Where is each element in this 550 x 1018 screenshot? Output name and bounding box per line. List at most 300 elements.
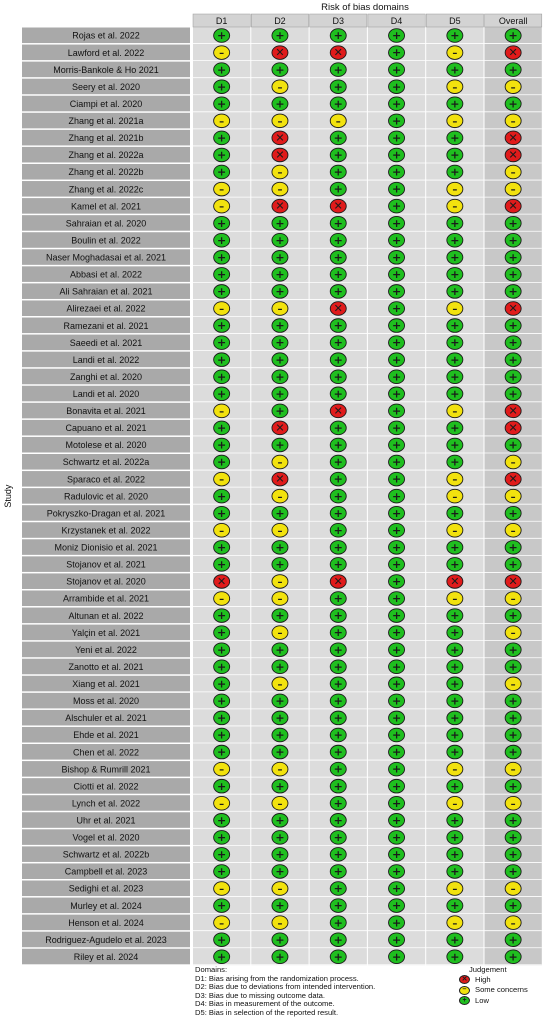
rating-symbol: + xyxy=(391,165,402,179)
study-label: Zhang et al. 2022b xyxy=(68,167,144,178)
rating-symbol: + xyxy=(391,557,402,571)
study-label: Alschuler et al. 2021 xyxy=(65,713,147,724)
rating-symbol: + xyxy=(508,267,518,281)
rating-symbol: + xyxy=(450,506,460,520)
rating-symbol: + xyxy=(508,319,518,333)
some-concerns-dash-icon: – xyxy=(459,986,470,995)
rating-symbol: + xyxy=(391,233,402,247)
rating-symbol: + xyxy=(391,250,402,264)
rating-symbol: + xyxy=(275,865,285,879)
rating-symbol: + xyxy=(333,540,343,554)
rating-symbol: – xyxy=(277,457,283,469)
rating-symbol: – xyxy=(452,764,458,776)
study-label: Yalçin et al. 2021 xyxy=(71,627,141,638)
rating-symbol: – xyxy=(510,82,516,94)
rating-symbol: + xyxy=(508,899,518,913)
chart-title: Risk of bias domains xyxy=(321,2,409,13)
rating-symbol: + xyxy=(508,353,518,367)
rating-symbol: + xyxy=(450,267,460,281)
study-label: Capuano et al. 2021 xyxy=(65,423,147,434)
rating-symbol: + xyxy=(391,523,402,537)
study-label: Pokryszko-Dragan et al. 2021 xyxy=(46,508,166,519)
rating-symbol: + xyxy=(391,63,402,77)
rating-symbol: – xyxy=(452,304,458,316)
domain-d4-desc: D4: Bias in measurement of the outcome. xyxy=(195,999,335,1009)
study-label: Seery et al. 2020 xyxy=(71,81,141,92)
rating-symbol: + xyxy=(217,711,227,725)
study-label: Zhang et al. 2021a xyxy=(68,116,144,127)
rating-symbol: + xyxy=(275,643,285,657)
rating-symbol: + xyxy=(275,370,285,384)
rating-symbol: + xyxy=(333,370,343,384)
rating-symbol: + xyxy=(450,63,460,77)
rating-symbol: + xyxy=(217,950,227,964)
rating-symbol: – xyxy=(277,798,283,810)
rating-symbol: + xyxy=(391,319,402,333)
rating-symbol: – xyxy=(452,525,458,537)
rating-symbol: + xyxy=(450,250,460,264)
column-header-d5: D5 xyxy=(449,16,461,26)
rating-symbol: + xyxy=(275,694,285,708)
rating-symbol: – xyxy=(510,457,516,469)
rating-symbol: + xyxy=(508,933,518,947)
rating-symbol: – xyxy=(277,304,283,316)
rating-symbol: + xyxy=(333,285,343,299)
rating-symbol: + xyxy=(275,29,285,43)
rating-symbol: – xyxy=(219,474,225,486)
rating-symbol: + xyxy=(333,711,343,725)
rating-symbol: – xyxy=(510,764,516,776)
rating-symbol: + xyxy=(391,540,402,554)
rating-symbol: + xyxy=(333,745,343,759)
rating-symbol: + xyxy=(217,677,227,691)
rating-symbol: – xyxy=(452,884,458,896)
rating-symbol: – xyxy=(219,798,225,810)
study-label: Zhang et al. 2022a xyxy=(68,150,144,161)
rating-symbol: + xyxy=(450,950,460,964)
rating-symbol: + xyxy=(333,813,343,827)
rating-symbol: – xyxy=(277,764,283,776)
rating-symbol: + xyxy=(508,233,518,247)
rating-symbol: + xyxy=(333,216,343,230)
rating-symbol: + xyxy=(391,626,402,640)
rating-symbol: + xyxy=(333,250,343,264)
rating-symbol: – xyxy=(510,184,516,196)
rating-symbol: + xyxy=(450,421,460,435)
rating-symbol: + xyxy=(333,472,343,486)
rating-symbol: + xyxy=(275,540,285,554)
rating-symbol: + xyxy=(333,131,343,145)
study-label: Zanotto et al. 2021 xyxy=(68,661,144,672)
study-label: Campbell et al. 2023 xyxy=(64,866,148,877)
rating-symbol: – xyxy=(219,304,225,316)
domains-title: Domains: xyxy=(195,965,228,974)
rating-symbol: – xyxy=(277,491,283,503)
rating-symbol: ✕ xyxy=(275,131,285,145)
rating-symbol: + xyxy=(391,865,402,879)
rating-symbol: + xyxy=(217,643,227,657)
rating-symbol: + xyxy=(333,916,343,930)
rating-symbol: + xyxy=(275,63,285,77)
rating-symbol: – xyxy=(452,48,458,60)
rating-symbol: – xyxy=(277,884,283,896)
study-label: Lawford et al. 2022 xyxy=(67,47,145,58)
rating-symbol: + xyxy=(217,233,227,247)
study-label: Sparaco et al. 2022 xyxy=(66,474,146,485)
rating-symbol: + xyxy=(275,899,285,913)
rating-symbol: + xyxy=(217,97,227,111)
rating-symbol: + xyxy=(275,336,285,350)
study-label: Schwartz et al. 2022a xyxy=(62,457,150,468)
rating-symbol: + xyxy=(333,830,343,844)
rating-symbol: – xyxy=(277,679,283,691)
rating-symbol: – xyxy=(452,184,458,196)
rating-symbol: + xyxy=(391,182,402,196)
rating-symbol: + xyxy=(508,540,518,554)
rating-symbol: + xyxy=(217,148,227,162)
rating-symbol: – xyxy=(510,628,516,640)
rating-symbol: – xyxy=(452,406,458,418)
rating-symbol: + xyxy=(217,63,227,77)
rating-symbol: + xyxy=(333,643,343,657)
rating-symbol: ✕ xyxy=(275,199,285,213)
rating-symbol: + xyxy=(391,97,402,111)
rating-symbol: – xyxy=(452,798,458,810)
rating-symbol: + xyxy=(217,694,227,708)
rating-symbol: + xyxy=(450,830,460,844)
high-x-icon: ✕ xyxy=(459,975,470,984)
rating-symbol: – xyxy=(452,918,458,930)
rating-symbol: ✕ xyxy=(333,575,343,589)
rating-symbol: + xyxy=(391,336,402,350)
rating-symbol: + xyxy=(391,216,402,230)
rating-symbol: + xyxy=(450,216,460,230)
rating-symbol: + xyxy=(391,916,402,930)
rating-symbol: + xyxy=(391,199,402,213)
rating-symbol: + xyxy=(450,438,460,452)
rating-symbol: – xyxy=(452,116,458,128)
rating-symbol: + xyxy=(450,677,460,691)
rating-symbol: + xyxy=(333,865,343,879)
rating-symbol: + xyxy=(333,660,343,674)
rating-symbol: + xyxy=(217,438,227,452)
rating-symbol: + xyxy=(333,899,343,913)
rating-symbol: + xyxy=(333,97,343,111)
rating-symbol: ✕ xyxy=(508,472,518,486)
rating-symbol: + xyxy=(333,609,343,623)
rating-symbol: – xyxy=(219,184,225,196)
rating-symbol: + xyxy=(275,557,285,571)
rating-symbol: + xyxy=(333,438,343,452)
rating-symbol: + xyxy=(217,387,227,401)
rating-symbol: + xyxy=(391,46,402,60)
study-label: Naser Moghadasai et al. 2021 xyxy=(45,252,167,263)
rating-symbol: + xyxy=(217,848,227,862)
rating-symbol: + xyxy=(391,848,402,862)
rating-symbol: + xyxy=(333,950,343,964)
rating-symbol: + xyxy=(333,677,343,691)
rating-symbol: ✕ xyxy=(450,575,460,589)
rating-symbol: + xyxy=(450,319,460,333)
study-label: Chen et al. 2022 xyxy=(72,747,140,758)
rating-symbol: – xyxy=(510,679,516,691)
rating-symbol: + xyxy=(450,148,460,162)
rating-symbol: + xyxy=(333,80,343,94)
rating-symbol: + xyxy=(217,336,227,350)
rating-symbol: + xyxy=(391,267,402,281)
rating-symbol: + xyxy=(333,319,343,333)
study-label: Arrambide et al. 2021 xyxy=(62,593,150,604)
rating-symbol: + xyxy=(275,848,285,862)
study-label: Ciampi et al. 2020 xyxy=(69,98,143,109)
rating-symbol: + xyxy=(508,97,518,111)
rating-symbol: + xyxy=(333,626,343,640)
rating-symbol: + xyxy=(275,285,285,299)
study-label: Saeedi et al. 2021 xyxy=(69,337,143,348)
rating-symbol: ✕ xyxy=(275,46,285,60)
rating-symbol: + xyxy=(333,63,343,77)
rating-symbol: + xyxy=(508,711,518,725)
rating-symbol: + xyxy=(450,779,460,793)
rating-symbol: + xyxy=(508,848,518,862)
rating-symbol: + xyxy=(391,353,402,367)
rating-symbol: + xyxy=(333,29,343,43)
rating-symbol: + xyxy=(217,540,227,554)
rating-symbol: + xyxy=(508,813,518,827)
column-header-overall: Overall xyxy=(498,16,528,26)
rating-symbol: – xyxy=(219,594,225,606)
study-label: Ali Sahraian et al. 2021 xyxy=(59,286,153,297)
rating-symbol: + xyxy=(508,336,518,350)
rating-symbol: – xyxy=(219,48,225,60)
study-label: Abbasi et al. 2022 xyxy=(69,269,143,280)
rating-symbol: + xyxy=(450,694,460,708)
rating-symbol: + xyxy=(450,728,460,742)
rating-symbol: + xyxy=(333,421,343,435)
study-label: Rodriguez-Agudelo et al. 2023 xyxy=(45,934,167,945)
rating-symbol: + xyxy=(391,592,402,606)
rating-symbol: + xyxy=(333,848,343,862)
rating-symbol: + xyxy=(508,865,518,879)
rating-symbol: + xyxy=(450,540,460,554)
rating-symbol: ✕ xyxy=(508,148,518,162)
rating-symbol: + xyxy=(391,899,402,913)
rating-symbol: ✕ xyxy=(333,199,343,213)
rating-symbol: + xyxy=(450,165,460,179)
study-label: Henson et al. 2024 xyxy=(68,917,144,928)
rating-symbol: – xyxy=(510,884,516,896)
rating-symbol: + xyxy=(333,523,343,537)
rating-symbol: + xyxy=(450,370,460,384)
rating-symbol: + xyxy=(508,643,518,657)
rating-symbol: + xyxy=(508,745,518,759)
rating-symbol: + xyxy=(391,80,402,94)
rating-symbol: – xyxy=(452,82,458,94)
domain-d5-desc: D5: Bias in selection of the reported result. xyxy=(195,1007,339,1017)
rating-symbol: + xyxy=(391,643,402,657)
rating-symbol: – xyxy=(277,918,283,930)
rating-symbol: + xyxy=(275,830,285,844)
rating-symbol: + xyxy=(333,233,343,247)
rating-symbol: ✕ xyxy=(275,472,285,486)
rating-symbol: + xyxy=(391,114,402,128)
rating-symbol: + xyxy=(333,779,343,793)
rating-symbol: + xyxy=(391,131,402,145)
rating-symbol: + xyxy=(217,353,227,367)
rating-symbol: – xyxy=(510,116,516,128)
rating-symbol: + xyxy=(450,131,460,145)
rating-symbol: + xyxy=(508,609,518,623)
study-label: Stojanov et al. 2020 xyxy=(66,576,146,587)
rating-symbol: + xyxy=(217,779,227,793)
rating-symbol: + xyxy=(217,131,227,145)
judgement-some xyxy=(459,985,539,996)
rating-symbol: + xyxy=(508,830,518,844)
legend xyxy=(195,965,535,1017)
study-label: Zhang et al. 2022c xyxy=(68,184,144,195)
rating-symbol: – xyxy=(510,594,516,606)
rating-symbol: + xyxy=(508,660,518,674)
rating-symbol: + xyxy=(333,557,343,571)
rating-symbol: + xyxy=(391,489,402,503)
rating-symbol: – xyxy=(277,594,283,606)
rating-symbol: – xyxy=(277,525,283,537)
rating-symbol: + xyxy=(450,557,460,571)
study-label: Zanghi et al. 2020 xyxy=(69,371,143,382)
rating-symbol: + xyxy=(450,660,460,674)
rating-symbol: + xyxy=(508,63,518,77)
study-label: Murley et al. 2024 xyxy=(70,900,142,911)
rating-symbol: – xyxy=(452,594,458,606)
rating-symbol: + xyxy=(391,148,402,162)
rating-symbol: + xyxy=(450,609,460,623)
rating-symbol: + xyxy=(450,455,460,469)
column-header-d3: D3 xyxy=(332,16,345,26)
rating-symbol: + xyxy=(275,933,285,947)
rating-symbol: + xyxy=(275,97,285,111)
rating-symbol: + xyxy=(275,813,285,827)
rating-symbol: + xyxy=(333,489,343,503)
rating-symbol: – xyxy=(452,474,458,486)
study-label: Ciotti et al. 2022 xyxy=(73,781,139,792)
rating-symbol: + xyxy=(391,728,402,742)
judgement-low xyxy=(459,996,539,1007)
rating-symbol: + xyxy=(217,370,227,384)
rating-symbol: + xyxy=(275,267,285,281)
rating-symbol: + xyxy=(217,728,227,742)
study-label: Rojas et al. 2022 xyxy=(72,30,140,41)
study-label: Uhr et al. 2021 xyxy=(76,815,136,826)
rating-symbol: + xyxy=(391,933,402,947)
rating-symbol: + xyxy=(508,250,518,264)
rating-symbol: ✕ xyxy=(508,131,518,145)
rating-symbol: + xyxy=(333,267,343,281)
rating-symbol: + xyxy=(333,165,343,179)
rating-symbol: + xyxy=(450,387,460,401)
domain-d3-desc: D3: Bias due to missing outcome data. xyxy=(195,990,326,1000)
rating-symbol: – xyxy=(452,201,458,213)
study-label: Radulovic et al. 2020 xyxy=(63,491,149,502)
rating-symbol: ✕ xyxy=(333,404,343,418)
rating-symbol: + xyxy=(508,779,518,793)
study-label: Landi et al. 2020 xyxy=(72,388,140,399)
rating-symbol: + xyxy=(275,233,285,247)
rating-symbol: + xyxy=(333,336,343,350)
rating-symbol: + xyxy=(217,899,227,913)
rating-symbol: ✕ xyxy=(333,46,343,60)
rating-symbol: + xyxy=(275,404,285,418)
judgement-title: Judgement xyxy=(469,965,507,974)
rating-symbol: – xyxy=(277,184,283,196)
study-label: Stojanov et al. 2021 xyxy=(66,559,146,570)
rating-symbol: + xyxy=(391,29,402,43)
rating-symbol: + xyxy=(391,813,402,827)
rating-symbol: + xyxy=(217,285,227,299)
rating-symbol: – xyxy=(510,491,516,503)
rating-symbol: + xyxy=(450,745,460,759)
rating-symbol: + xyxy=(391,421,402,435)
rating-symbol: + xyxy=(508,438,518,452)
rating-symbol: + xyxy=(508,950,518,964)
rating-symbol: + xyxy=(508,29,518,43)
rating-symbol: – xyxy=(277,82,283,94)
rating-symbol: + xyxy=(333,353,343,367)
study-label: Landi et al. 2022 xyxy=(72,354,140,365)
rating-symbol: + xyxy=(275,950,285,964)
rating-symbol: – xyxy=(510,798,516,810)
study-label: Alirezaei et al. 2022 xyxy=(66,303,146,314)
y-axis-label: Study xyxy=(3,484,13,508)
rating-symbol: + xyxy=(391,830,402,844)
rating-symbol: ✕ xyxy=(508,46,518,60)
rating-symbol: ✕ xyxy=(333,302,343,316)
rating-symbol: ✕ xyxy=(508,302,518,316)
rating-symbol: + xyxy=(391,779,402,793)
rating-symbol: – xyxy=(277,116,283,128)
rating-symbol: + xyxy=(217,489,227,503)
rating-symbol: + xyxy=(333,933,343,947)
rating-symbol: + xyxy=(275,319,285,333)
rating-symbol: + xyxy=(333,796,343,810)
rating-symbol: + xyxy=(450,933,460,947)
rating-symbol: + xyxy=(217,250,227,264)
rating-symbol: + xyxy=(508,557,518,571)
rating-symbol: + xyxy=(275,660,285,674)
rating-symbol: – xyxy=(219,525,225,537)
domains-legend xyxy=(195,966,465,1018)
rating-symbol: + xyxy=(450,899,460,913)
rating-symbol: + xyxy=(450,848,460,862)
rating-symbol: + xyxy=(391,711,402,725)
study-label: Sahraian et al. 2020 xyxy=(65,218,147,229)
rating-symbol: + xyxy=(450,813,460,827)
rating-symbol: + xyxy=(391,404,402,418)
rating-symbol: + xyxy=(217,216,227,230)
rating-symbol: + xyxy=(275,745,285,759)
rating-symbol: + xyxy=(333,592,343,606)
rating-symbol: + xyxy=(508,370,518,384)
study-label: Ehde et al. 2021 xyxy=(73,730,139,741)
rating-symbol: + xyxy=(450,285,460,299)
rating-symbol: + xyxy=(450,643,460,657)
study-label: Kamel et al. 2021 xyxy=(70,201,142,212)
rating-symbol: – xyxy=(219,918,225,930)
judgement-legend xyxy=(459,966,539,1006)
judgement-some-label: Some concerns xyxy=(475,985,528,995)
low-plus-icon: + xyxy=(459,996,470,1005)
rating-symbol: – xyxy=(510,918,516,930)
rating-symbol: + xyxy=(391,677,402,691)
